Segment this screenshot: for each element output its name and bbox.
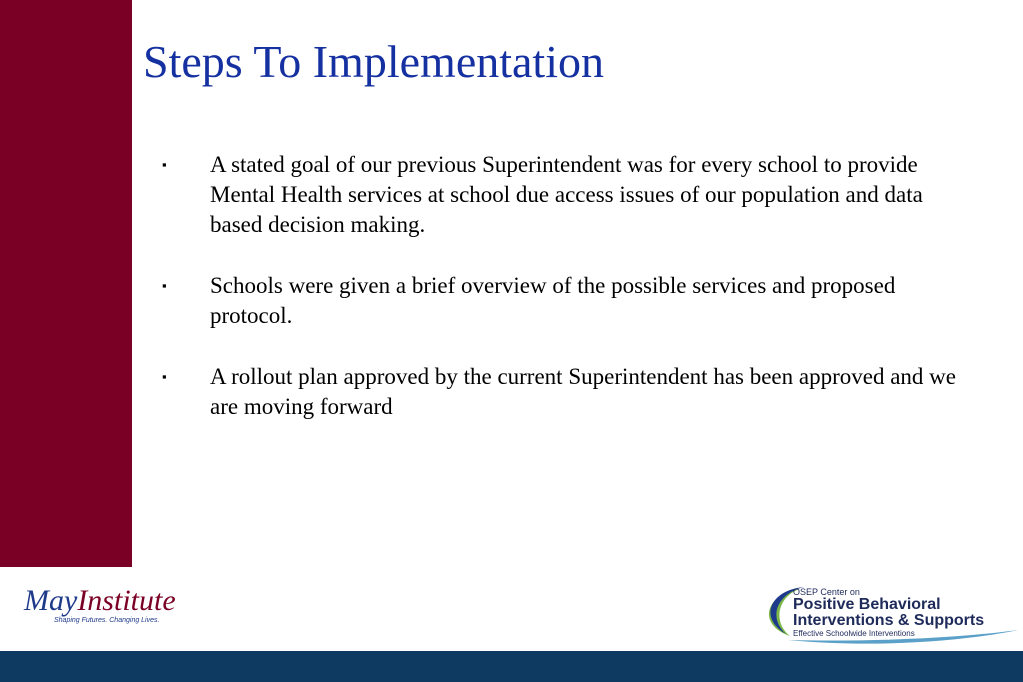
may-institute-tagline: Shaping Futures. Changing Lives. — [54, 617, 160, 624]
pbis-logo — [760, 584, 1022, 646]
bullet-text: A stated goal of our previous Superintendent was for every school to provide Mental Health services at school due access issues of our population and data based decision making. — [210, 152, 923, 237]
footer-bar — [0, 651, 1023, 682]
pbis-line2: Positive Behavioral — [793, 596, 941, 613]
may-institute-logo — [24, 585, 176, 624]
bullet-list — [160, 150, 980, 453]
pbis-text-block — [793, 588, 984, 638]
bullet-text: A rollout plan approved by the current Superintendent has been approved and we are moving forward — [210, 364, 956, 419]
bullet-item — [160, 271, 980, 331]
side-accent-bar — [0, 0, 132, 567]
bullet-item — [160, 362, 980, 422]
bullet-marker-icon: ▪ — [162, 369, 167, 384]
pbis-line4: Effective Schoolwide Interventions — [793, 629, 915, 638]
bullet-marker-icon: ▪ — [162, 157, 167, 172]
pbis-line1: OSEP Center on — [793, 587, 860, 597]
bullet-marker-icon: ▪ — [162, 278, 167, 293]
bullet-item — [160, 150, 980, 240]
pbis-line3: Interventions & Supports — [793, 612, 985, 629]
institute-word: Institute — [77, 584, 176, 617]
may-institute-wordmark — [24, 585, 176, 617]
slide-title: Steps To Implementation — [143, 36, 604, 87]
may-word: May — [24, 584, 78, 617]
bullet-text: Schools were given a brief overview of the possible services and proposed protocol. — [210, 273, 896, 328]
